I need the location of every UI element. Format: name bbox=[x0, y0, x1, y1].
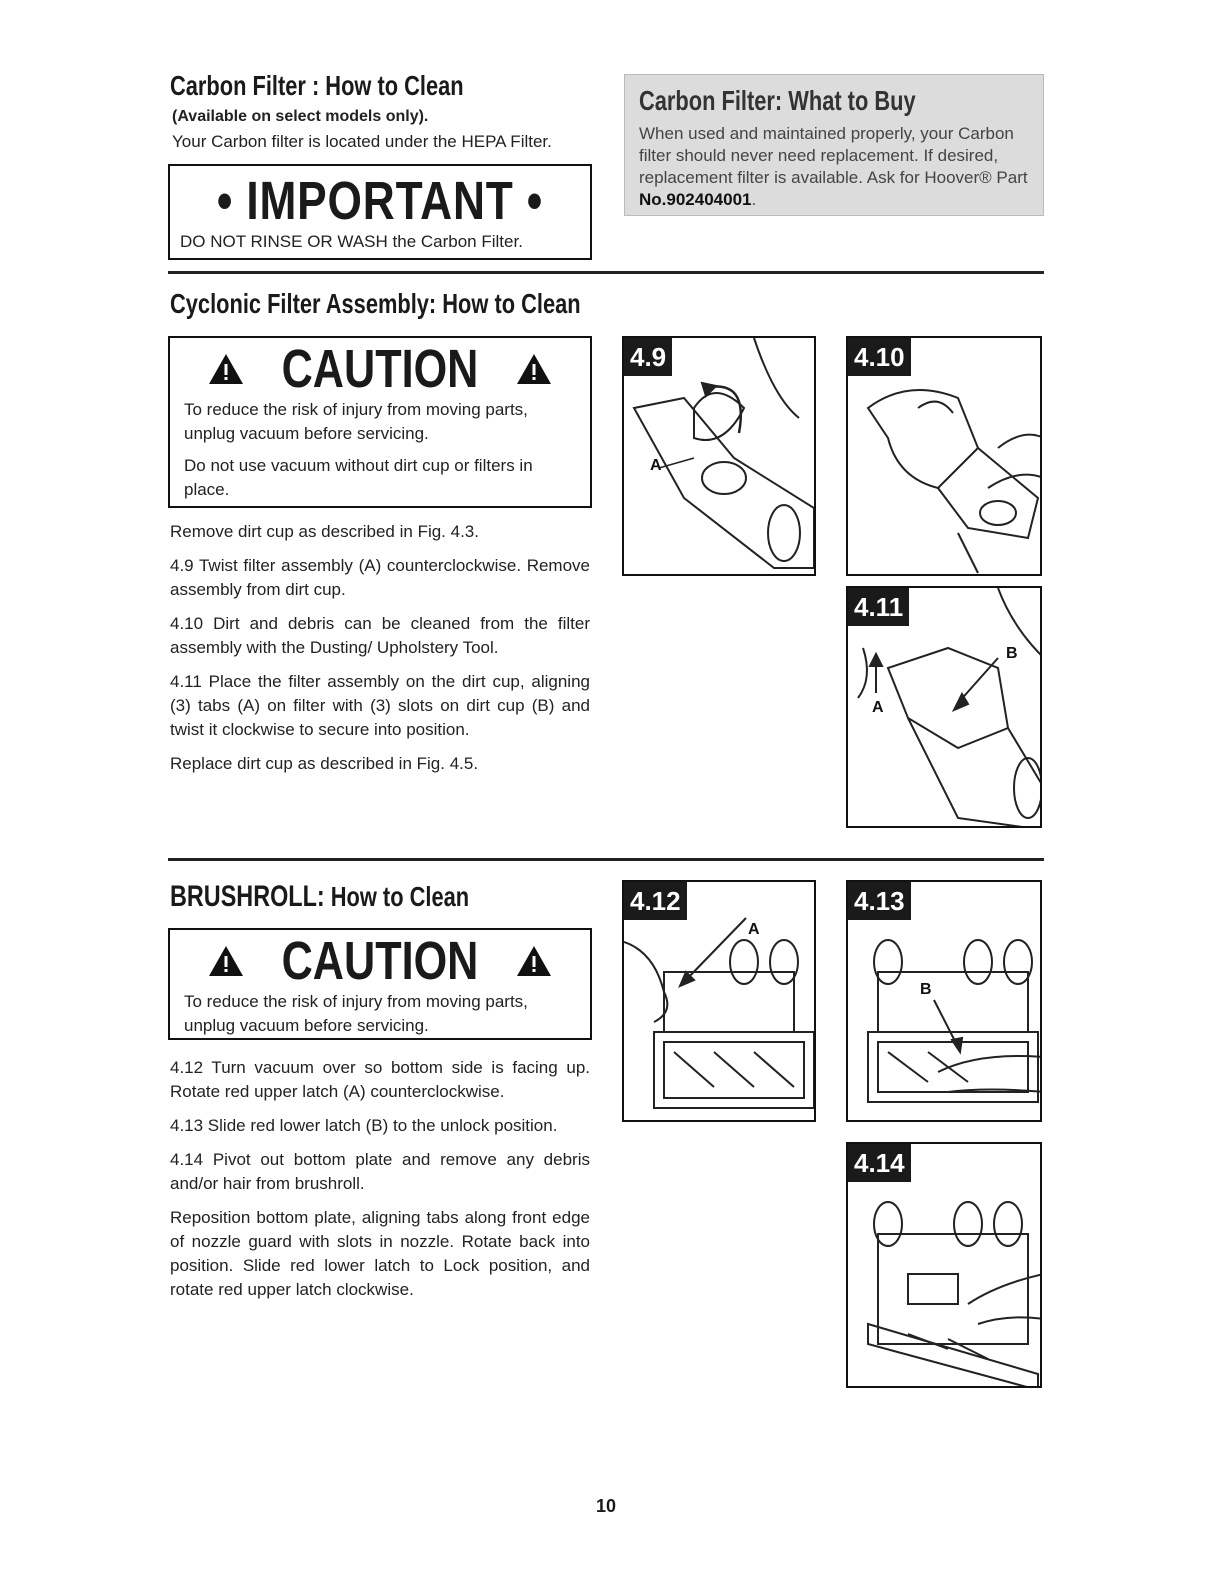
figure-label: 4.10 bbox=[848, 338, 911, 376]
warning-icon bbox=[207, 352, 245, 386]
figure-4-12 bbox=[622, 880, 816, 1122]
warning-icon bbox=[515, 944, 553, 978]
figure-label: 4.11 bbox=[848, 588, 909, 626]
page-number: 10 bbox=[596, 1496, 617, 1516]
brushroll-title-main: BRUSHROLL: bbox=[170, 880, 325, 913]
figure-label: 4.9 bbox=[624, 338, 672, 376]
label-b: B bbox=[1006, 645, 1018, 662]
section-divider-1 bbox=[168, 271, 1044, 274]
step-text: Replace dirt cup as described in Fig. 4.5. bbox=[170, 754, 479, 773]
step-text: 4.11 Place the filter assembly on the dirt cup, aligning (3) tabs (A) on filter with (3) slots on dirt cup (B) and twist it clockwise to secure into position. bbox=[170, 672, 590, 739]
step-text: 4.12 Turn vacuum over so bottom side is facing up. Rotate red upper latch (A) counterclockwise. bbox=[170, 1058, 590, 1101]
label-a: A bbox=[748, 921, 760, 938]
step-text: 4.13 Slide red lower latch (B) to the unlock position. bbox=[170, 1116, 558, 1135]
cyclonic-caution-box bbox=[168, 336, 592, 508]
what-to-buy-body: When used and maintained properly, your Carbon filter should never need replacement. If desired, replacement filter is available. Ask for Hoover® Part bbox=[639, 124, 1028, 187]
what-to-buy-title: Carbon Filter: What to Buy bbox=[639, 85, 916, 116]
figure-4-14 bbox=[846, 1142, 1042, 1388]
caution-heading bbox=[184, 932, 576, 990]
caution-word: CAUTION bbox=[281, 931, 479, 991]
figure-4-13 bbox=[846, 880, 1042, 1122]
cyclonic-title: Cyclonic Filter Assembly: How to Clean bbox=[170, 288, 581, 319]
figure-4-10 bbox=[846, 336, 1042, 576]
what-to-buy-box bbox=[624, 74, 1044, 216]
part-number: No.902404001 bbox=[639, 190, 752, 209]
figure-label: 4.14 bbox=[848, 1144, 911, 1182]
step-text: Remove dirt cup as described in Fig. 4.3. bbox=[170, 522, 479, 541]
figure-4-9 bbox=[622, 336, 816, 576]
caution-heading bbox=[184, 340, 576, 398]
figure-4-11 bbox=[846, 586, 1042, 828]
section-divider-2 bbox=[168, 858, 1044, 861]
step-text: 4.14 Pivot out bottom plate and remove any debris and/or hair from brushroll. bbox=[170, 1150, 590, 1193]
caution-text-2: Do not use vacuum without dirt cup or filters in place. bbox=[184, 456, 533, 499]
what-to-buy-end: . bbox=[751, 190, 757, 209]
warning-icon bbox=[515, 352, 553, 386]
important-title: • IMPORTANT • bbox=[216, 171, 544, 231]
caution-word: CAUTION bbox=[281, 339, 479, 399]
carbon-filter-location-text: Your Carbon filter is located under the HEPA Filter. bbox=[172, 132, 552, 151]
step-text: Reposition bottom plate, aligning tabs along front edge of nozzle guard with slots in nozzle. Rotate back into position. Slide red lower latch to Lock position, and rotate red upper latch clockwise. bbox=[170, 1208, 590, 1299]
carbon-filter-subtitle: (Available on select models only). bbox=[172, 108, 429, 125]
figure-label: 4.13 bbox=[848, 882, 911, 920]
cyclonic-steps bbox=[170, 520, 590, 786]
brushroll-title-rest: How to Clean bbox=[324, 881, 470, 912]
what-to-buy-text bbox=[639, 123, 1029, 211]
label-b: B bbox=[920, 981, 932, 998]
brushroll-title bbox=[170, 880, 469, 914]
important-box bbox=[168, 164, 592, 260]
label-a: A bbox=[872, 699, 884, 716]
warning-icon bbox=[207, 944, 245, 978]
carbon-filter-title: Carbon Filter : How to Clean bbox=[170, 70, 464, 101]
caution-text-1: To reduce the risk of injury from moving parts, unplug vacuum before servicing. bbox=[184, 400, 528, 443]
figure-label: 4.12 bbox=[624, 882, 687, 920]
brushroll-caution-box bbox=[168, 928, 592, 1040]
important-text: DO NOT RINSE OR WASH the Carbon Filter. bbox=[180, 232, 523, 251]
brushroll-steps bbox=[170, 1056, 590, 1312]
caution-text-1: To reduce the risk of injury from moving parts, unplug vacuum before servicing. bbox=[184, 992, 528, 1035]
label-a: A bbox=[650, 457, 662, 474]
step-text: 4.10 Dirt and debris can be cleaned from the filter assembly with the Dusting/ Upholstery Tool. bbox=[170, 614, 590, 657]
step-text: 4.9 Twist filter assembly (A) counterclockwise. Remove assembly from dirt cup. bbox=[170, 556, 590, 599]
